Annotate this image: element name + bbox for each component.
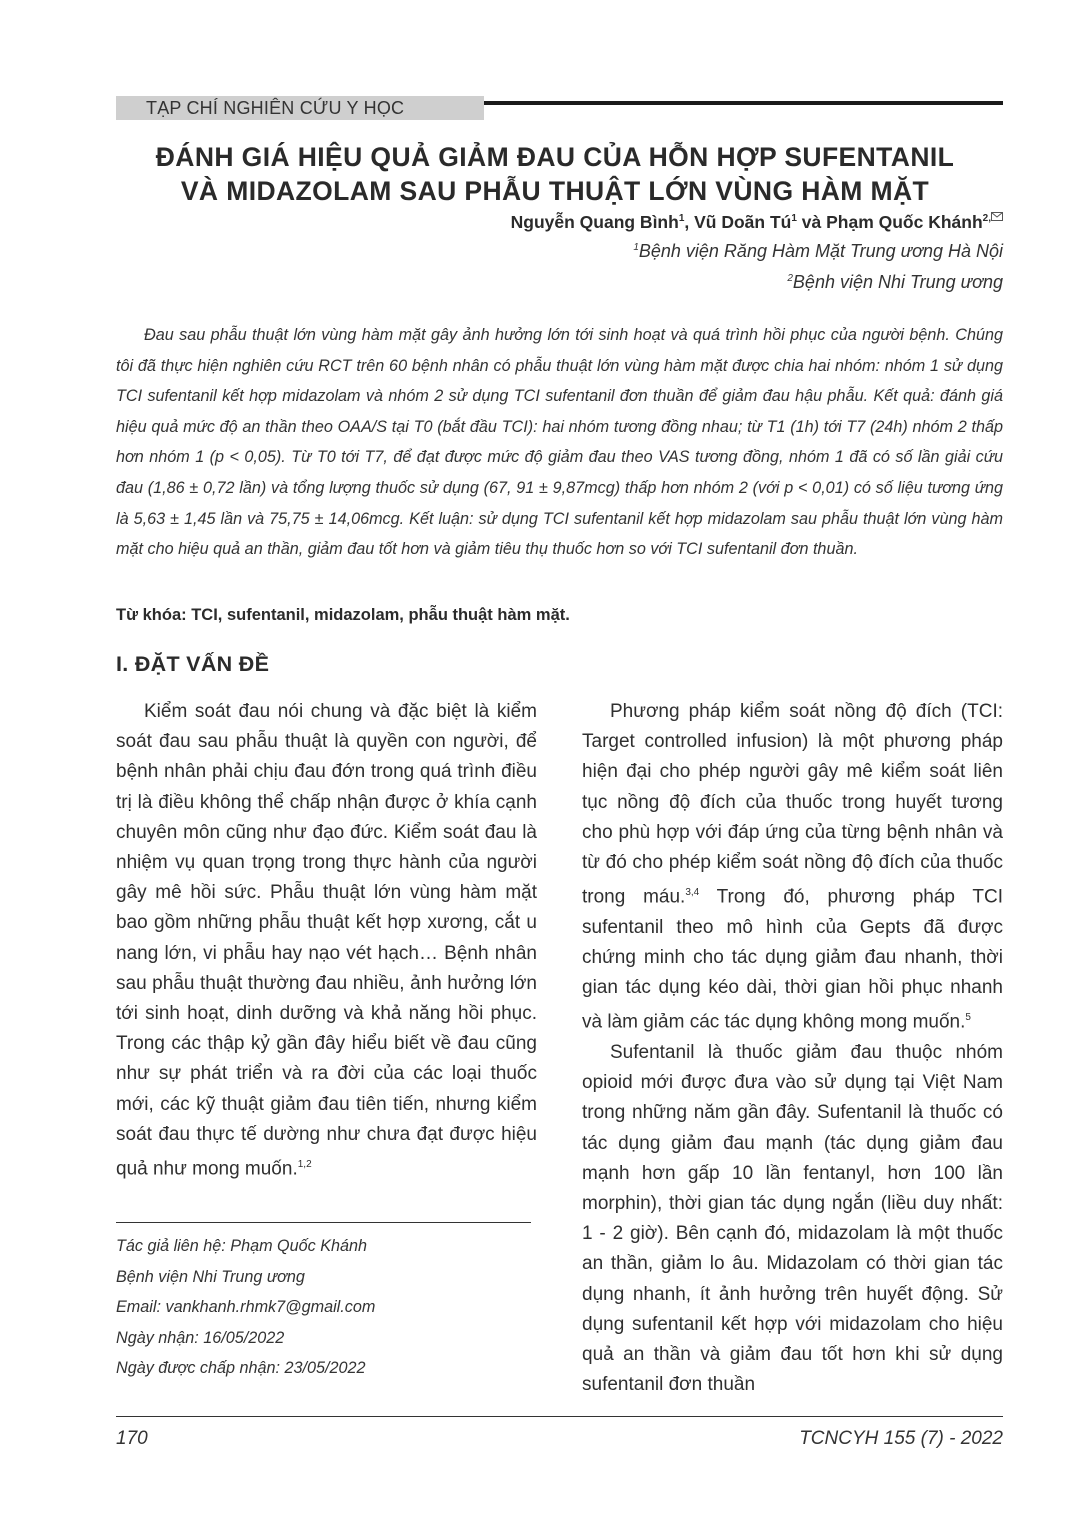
author-3: Phạm Quốc Khánh — [826, 212, 983, 232]
journal-name: TẠP CHÍ NGHIÊN CỨU Y HỌC — [146, 98, 405, 118]
affiliation-1 — [633, 241, 1003, 262]
author-list — [511, 212, 1003, 233]
author-3-affil: 2, — [982, 213, 991, 225]
author-2-affil: 1 — [791, 213, 797, 225]
author-email: Email: vankhanh.rhmk7@gmail.com — [116, 1298, 376, 1316]
corresponding-author: Tác giả liên hệ: Phạm Quốc Khánh — [116, 1237, 368, 1255]
footer-rule — [116, 1416, 1003, 1417]
affiliation-2-marker: 2 — [787, 273, 793, 284]
sufentanil-paragraph: Sufentanil là thuốc giảm đau thuộc nhóm opioid mới được đưa vào sử dụng tại Việt Nam trong những năm gần đây. Sufentanil là thuốc có tác dụng giảm đau mạnh (tác dụng giảm đau mạnh hơn gấp 10 lần fentanyl, hơn 100 lần morphin), thời gian tác dụng ngắn (liều duy nhất: 1 - 2 giờ). Bên cạnh đó, midazolam là một thuốc an thần, giảm lo âu. Midazolam có thời gian tác dụng nhanh, ít ảnh hưởng trên huyết động. Sử dụng sufentanil kết hợp với midazolam cho hiệu quả an thần và giảm đau tốt hơn khi sử dụng sufentanil đơn thuần — [582, 1041, 1003, 1396]
header-rule — [484, 101, 1003, 105]
citation-ref: 3,4 — [685, 887, 700, 899]
affiliation-2-text: Bệnh viện Nhi Trung ương — [792, 272, 1003, 292]
right-column — [582, 697, 1003, 1400]
author-separator: và — [796, 212, 827, 232]
citation-ref: 5 — [965, 1012, 971, 1024]
page-number: 170 — [116, 1428, 148, 1449]
affiliation-1-marker: 1 — [633, 242, 639, 253]
accepted-date: Ngày được chấp nhận: 23/05/2022 — [116, 1359, 366, 1377]
author-2: Vũ Doãn Tú — [694, 212, 792, 232]
keywords: Từ khóa: TCI, sufentanil, midazolam, phẫu thuật hàm mặt. — [116, 606, 570, 624]
journal-header — [116, 96, 484, 120]
title-line-1: ĐÁNH GIÁ HIỆU QUẢ GIẢM ĐAU CỦA HỖN HỢP SUFENTANIL — [155, 142, 955, 172]
footnote-rule — [116, 1222, 531, 1223]
received-date: Ngày nhận: 16/05/2022 — [116, 1328, 285, 1347]
intro-paragraph — [116, 697, 537, 1185]
abstract: Đau sau phẫu thuật lớn vùng hàm mặt gây ảnh hưởng lớn tới sinh hoạt và quá trình hồi phục của người bệnh. Chúng tôi đã thực hiện nghiên cứu RCT trên 60 bệnh nhân có phẫu thuật lớn vùng hàm mặt được chia hai nhóm: nhóm 1 sử dụng TCI sufentanil kết hợp midazolam và nhóm 2 sử dụng TCI sufentanil đơn thuần để giảm đau hậu phẫu. Kết quả: đánh giá hiệu quả mức độ an thần theo OAA/S tại T0 (bắt đầu TCI): hai nhóm tương đồng nhau; từ T1 (1h) tới T7 (24h) nhóm 2 thấp hơn nhóm 1 (p < 0,05). Từ T0 tới T7, để đạt được mức độ giảm đau theo VAS tương đồng, nhóm 1 đã có số lần giải cứu đau (1,86 ± 0,72 lần) và tổng lượng thuốc sử dụng (67, 91 ± 9,87mcg) thấp hơn nhóm 2 (với p < 0,01) có số liệu tương ứng là 5,63 ± 1,45 lần và 75,75 ± 14,06mcg. Kết luận: sử dụng TCI sufentanil kết hợp midazolam sau phẫu thuật lớn vùng hàm mặt cho hiệu quả an thần, giảm đau tốt hơn và giảm tiêu thụ thuốc hơn so với TCI sufentanil đơn thuần. — [116, 326, 1003, 559]
envelope-icon — [991, 212, 1003, 221]
left-column — [116, 697, 537, 1185]
affiliation-1-text: Bệnh viện Răng Hàm Mặt Trung ương Hà Nội — [638, 241, 1003, 261]
author-separator: , — [684, 212, 695, 232]
journal-reference: TCNCYH 155 (7) - 2022 — [799, 1428, 1003, 1449]
paragraph-text: Kiểm soát đau nói chung và đặc biệt là kiểm soát đau sau phẫu thuật là quyền con người, để bệnh nhân phải chịu đau đớn trong quá trình điều trị là điều không thể chấp nhận được ở khía cạnh chuyên môn cũng như đạo đức. Kiểm soát đau là nhiệm vụ quan trọng trong thực hành của người gây mê hồi sức. Phẫu thuật lớn vùng hàm mặt bao gồm những phẫu thuật kết hợp xương, cắt u nang lớn, vi phẫu hay nạo vét hạch… Bệnh nhân sau phẫu thuật thường đau nhiều, ảnh hưởng lớn tới sinh hoạt, dinh dưỡng và khả năng hồi phục. Trong các thập kỷ gần đây hiểu biết về đau cũng như sự phát triển và ra đời của các loại thuốc mới, các kỹ thuật giảm đau tiên tiến, nhưng kiểm soát đau thực tế dường như chưa đạt được hiệu quả như mong muốn. — [116, 701, 537, 1180]
tci-paragraph — [582, 697, 1003, 1038]
paragraph-text: Trong đó, phương pháp TCI sufentanil theo mô hình của Gepts đã được chứng minh cho tác dụng giảm đau nhanh, thời gian tác dụng kéo dài, thời gian hồi phục nhanh và làm giảm các tác dụng không mong muốn. — [582, 886, 1003, 1033]
article-title — [60, 140, 1050, 208]
citation-ref: 1,2 — [297, 1159, 312, 1171]
author-hospital: Bệnh viện Nhi Trung ương — [116, 1267, 305, 1286]
affiliation-2 — [787, 272, 1003, 293]
section-heading: I. ĐẶT VẤN ĐỀ — [116, 652, 270, 676]
author-1-affil: 1 — [678, 213, 685, 225]
footnotes — [116, 1231, 375, 1384]
paragraph-text: Phương pháp kiểm soát nồng độ đích (TCI: Target controlled infusion) là một phương pháp hiện đại cho phép người gây mê kiểm soát liên tục nồng độ đích của thuốc trong huyết tương cho phù hợp với đáp ứng của từng bệnh nhân và từ đó cho phép kiểm soát nồng độ đích của thuốc trong máu. — [582, 701, 1003, 908]
title-line-2: VÀ MIDAZOLAM SAU PHẪU THUẬT LỚN VÙNG HÀM MẶT — [180, 176, 930, 206]
author-1: Nguyễn Quang Bình — [510, 212, 679, 232]
